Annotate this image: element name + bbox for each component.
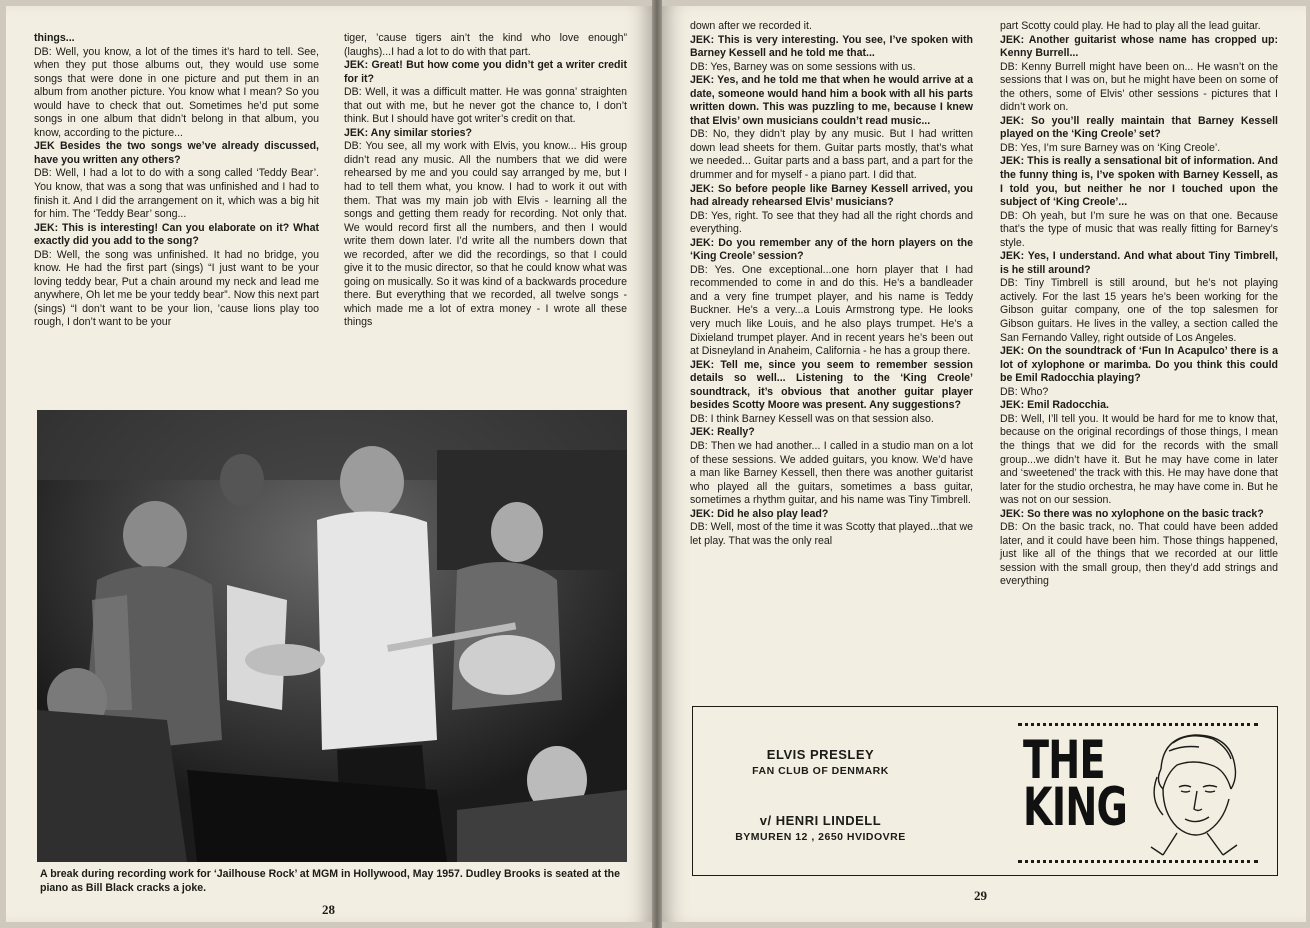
dotted-border-bottom: [1018, 860, 1258, 863]
interview-answer: DB: No, they didn’t play by any music. But I had written down lead sheets for them. Guitar parts mostly, that’s what we needed... Guitar parts and a bass part, and a part for the drummer and for myself - a piano part. I did that.: [690, 128, 973, 182]
left-column-1: [34, 32, 319, 330]
ad-contact-name: v/ HENRI LINDELL: [759, 813, 882, 828]
the-king-logo: [1023, 730, 1128, 838]
spine-gutter: [652, 0, 662, 928]
interview-answer: down after we recorded it.: [690, 20, 812, 32]
interview-question: JEK: So before people like Barney Kessell arrived, you had already rehearsed Elvis’ musicians?: [690, 182, 973, 209]
right-column-1: [690, 20, 973, 548]
ad-title: ELVIS PRESLEY: [766, 747, 875, 762]
interview-answer: DB: Who?: [1000, 385, 1049, 398]
interview-answer: DB: On the basic track, no. That could have been added later, and it could have been him. Those things happened, just like all of the things that we recorded at our little session with the small group, then they’d add strings and everything: [1000, 521, 1278, 588]
interview-question: things...: [34, 32, 75, 44]
page-number-right: 29: [974, 888, 987, 903]
interview-question: JEK: So you’ll really maintain that Barney Kessell played on the ‘King Creole’ set?: [1000, 114, 1278, 141]
interview-question: JEK: Yes, I understand. And what about Tiny Timbrell, is he still around?: [1000, 250, 1278, 276]
logo-word-the: THE: [1023, 730, 1105, 791]
interview-question: JEK: Any similar stories?: [344, 126, 472, 139]
interview-answer: DB: You see, all my work with Elvis, you know... His group didn’t read any music. All the numbers that we did were rehearsed by me and you could say arranged by me, but I had to tell them what, you know. I had to work it out with them. That was my main job with Elvis - learning all the songs and getting them ready for recording. Not only that. We would record first all the numbers, and then I would write them down later. I’d write all the numbers down that we recorded, after we did the recordings, so that I could give it to the music director, so that he could know what was going on musically. So it was kind of a backwards procedure there. But everything that we recorded, all twelve songs - which made me a lot of extra money - I wrote all these things: [344, 140, 627, 329]
ad-subtitle: FAN CLUB OF DENMARK: [752, 765, 889, 777]
interview-question: JEK: Did he also play lead?: [690, 507, 829, 520]
interview-question: JEK: Tell me, since you seem to remember session details so well... Listening to the ‘King Creole’ soundtrack, it’s obvious that another guitar player besides Scotty Moore was present. Any suggestions?: [690, 358, 973, 412]
interview-question: JEK: This is interesting! Can you elaborate on it? What exactly did you add to the song?: [34, 221, 319, 248]
interview-question: JEK: This is really a sensational bit of information. And the funny thing is, I’ve spoken with Barney Kessell, as I told you, but neither he nor I touched upon the subject of ‘King Creole’...: [1000, 155, 1278, 209]
interview-answer: part Scotty could play. He had to play all the lead guitar.: [1000, 20, 1261, 32]
interview-question: JEK: So there was no xylophone on the basic track?: [1000, 507, 1264, 520]
interview-answer: DB: Then we had another... I called in a studio man on a lot of these sessions. We added guitars, you know. We’d have a man like Barney Kessell, then there was another guitarist who played all the guitars, sometimes a bass guitar, sometimes a rhythm guitar, and his name was Tiny Timbrell.: [690, 439, 973, 507]
elvis-portrait-drawing: [1133, 729, 1258, 857]
interview-question: JEK: Another guitarist whose name has cropped up: Kenny Burrell...: [1000, 33, 1278, 60]
interview-answer: DB: Well, you know, a lot of the times it’s hard to tell. See, when they put those albums out, they would use some songs that were done in one picture and put them in an album from another picture. You know what I mean? So you would have to check that out. Sometimes he’d put some songs in one album that didn’t belong in that album, you know, according to the picture...: [34, 45, 319, 139]
page-number-left: 28: [322, 902, 335, 917]
logo-word-king: KING: [1023, 777, 1128, 838]
right-column-2: [1000, 20, 1278, 589]
interview-answer: DB: Well, most of the time it was Scotty that played...that we let play. That was the only real: [690, 521, 973, 547]
interview-answer: DB: Yes, I’m sure Barney was on ‘King Creole’.: [1000, 141, 1221, 154]
interview-question: JEK: Really?: [690, 426, 755, 439]
interview-answer: DB: Yes, Barney was on some sessions with us.: [690, 60, 916, 73]
interview-answer: DB: Yes, right. To see that they had all the right chords and everything.: [690, 209, 973, 236]
interview-question: JEK: Emil Radocchia.: [1000, 399, 1109, 412]
interview-answer: DB: Well, the song was unfinished. It had no bridge, you know. He had the first part (sings) “I just want to be your loving teddy bear, Put a chain around my neck and lead me anywhere, Oh let me be your teddy bear”. Now this next part (sings) “I don’t want to be your lion, ’cause lions play too rough, I don’t want to be your: [34, 248, 319, 329]
fan-club-advert: [692, 706, 1278, 876]
photo-caption: A break during recording work for ‘Jailhouse Rock’ at MGM in Hollywood, May 1957. Dudley Brooks is seated at the piano as Bill Black cracks a joke.: [40, 868, 621, 894]
interview-question: JEK Besides the two songs we’ve already discussed, have you written any others?: [34, 140, 319, 166]
interview-question: JEK: Do you remember any of the horn players on the ‘King Creole’ session?: [690, 236, 973, 263]
interview-answer: DB: Oh yeah, but I’m sure he was on that one. Because that’s the type of music that was really fitting for Barney’s style.: [1000, 209, 1278, 249]
ad-address: BYMUREN 12 , 2650 HVIDOVRE: [735, 831, 906, 843]
page-left: [6, 6, 652, 922]
interview-question: JEK: Yes, and he told me that when he would arrive at a date, someone would hand him a book with all his parts written down. This was puzzling to me, because I knew that Elvis’ own musicians couldn’t read music...: [690, 74, 973, 127]
interview-question: JEK: On the soundtrack of ‘Fun In Acapulco’ there is a lot of xylophone or marimba. Do you think this could be Emil Radocchia playing?: [1000, 345, 1278, 385]
interview-answer: DB: Tiny Timbrell is still around, but he’s not playing actively. For the last 15 years he’s been working for the Gibson guitar company, one of the top salesmen for Gibson guitars. He lives in the valley, a section called the San Fernando Valley, right outside of Los Angeles.: [1000, 277, 1278, 344]
interview-answer: DB: I think Barney Kessell was on that session also.: [690, 412, 934, 425]
studio-photo: [37, 410, 627, 862]
page-right: [662, 6, 1306, 922]
interview-answer: DB: Well, I had a lot to do with a song called ‘Teddy Bear’. You know, that was a song that was unfinished and I had to finish it. And I did the arrangement on it, which was a big hit for him. The ‘Teddy Bear’ song...: [34, 167, 319, 221]
interview-answer: DB: Yes. One exceptional...one horn player that I had recommended to come in and do this. He’s a bandleader and a very fine trumpet player, and his name is Teddy Buckner. He’s a very...a Louis Armstrong type. He looks very much like Louis, and he also plays trumpet. He’s a Dixieland trumpet player. And in recent years he’s been out at Disneyland in Anaheim, California - he has a group there.: [690, 263, 973, 358]
interview-question: JEK: Great! But how come you didn’t get a writer credit for it?: [344, 59, 627, 85]
interview-answer: tiger, ’cause tigers ain’t the kind who love enough” (laughs)...I had a lot to do with that part.: [344, 32, 627, 58]
interview-answer: DB: Well, I’ll tell you. It would be hard for me to know that, because on the original recordings of those things, I mean the things that we did for the records with the small group...we didn’t have it. But he may have come in later and ‘sweetened’ the track with this. He may have done that later for the studio orchestra, he may have come in. But he was not on our session.: [1000, 412, 1278, 507]
dotted-border-top: [1018, 723, 1258, 726]
left-column-2: [344, 32, 627, 330]
interview-question: JEK: This is very interesting. You see, I’ve spoken with Barney Kessell and he told me that...: [690, 33, 973, 60]
interview-answer: DB: Kenny Burrell might have been on... He wasn’t on the sessions that I was on, but he might have been on some of the others, some of Elvis’ other sessions - pictures that I didn’t work on.: [1000, 60, 1278, 114]
interview-answer: DB: Well, it was a difficult matter. He was gonna’ straighten that out with me, but he never got the chance to, I don’t think. But I should have got writer’s credit on that.: [344, 86, 627, 126]
